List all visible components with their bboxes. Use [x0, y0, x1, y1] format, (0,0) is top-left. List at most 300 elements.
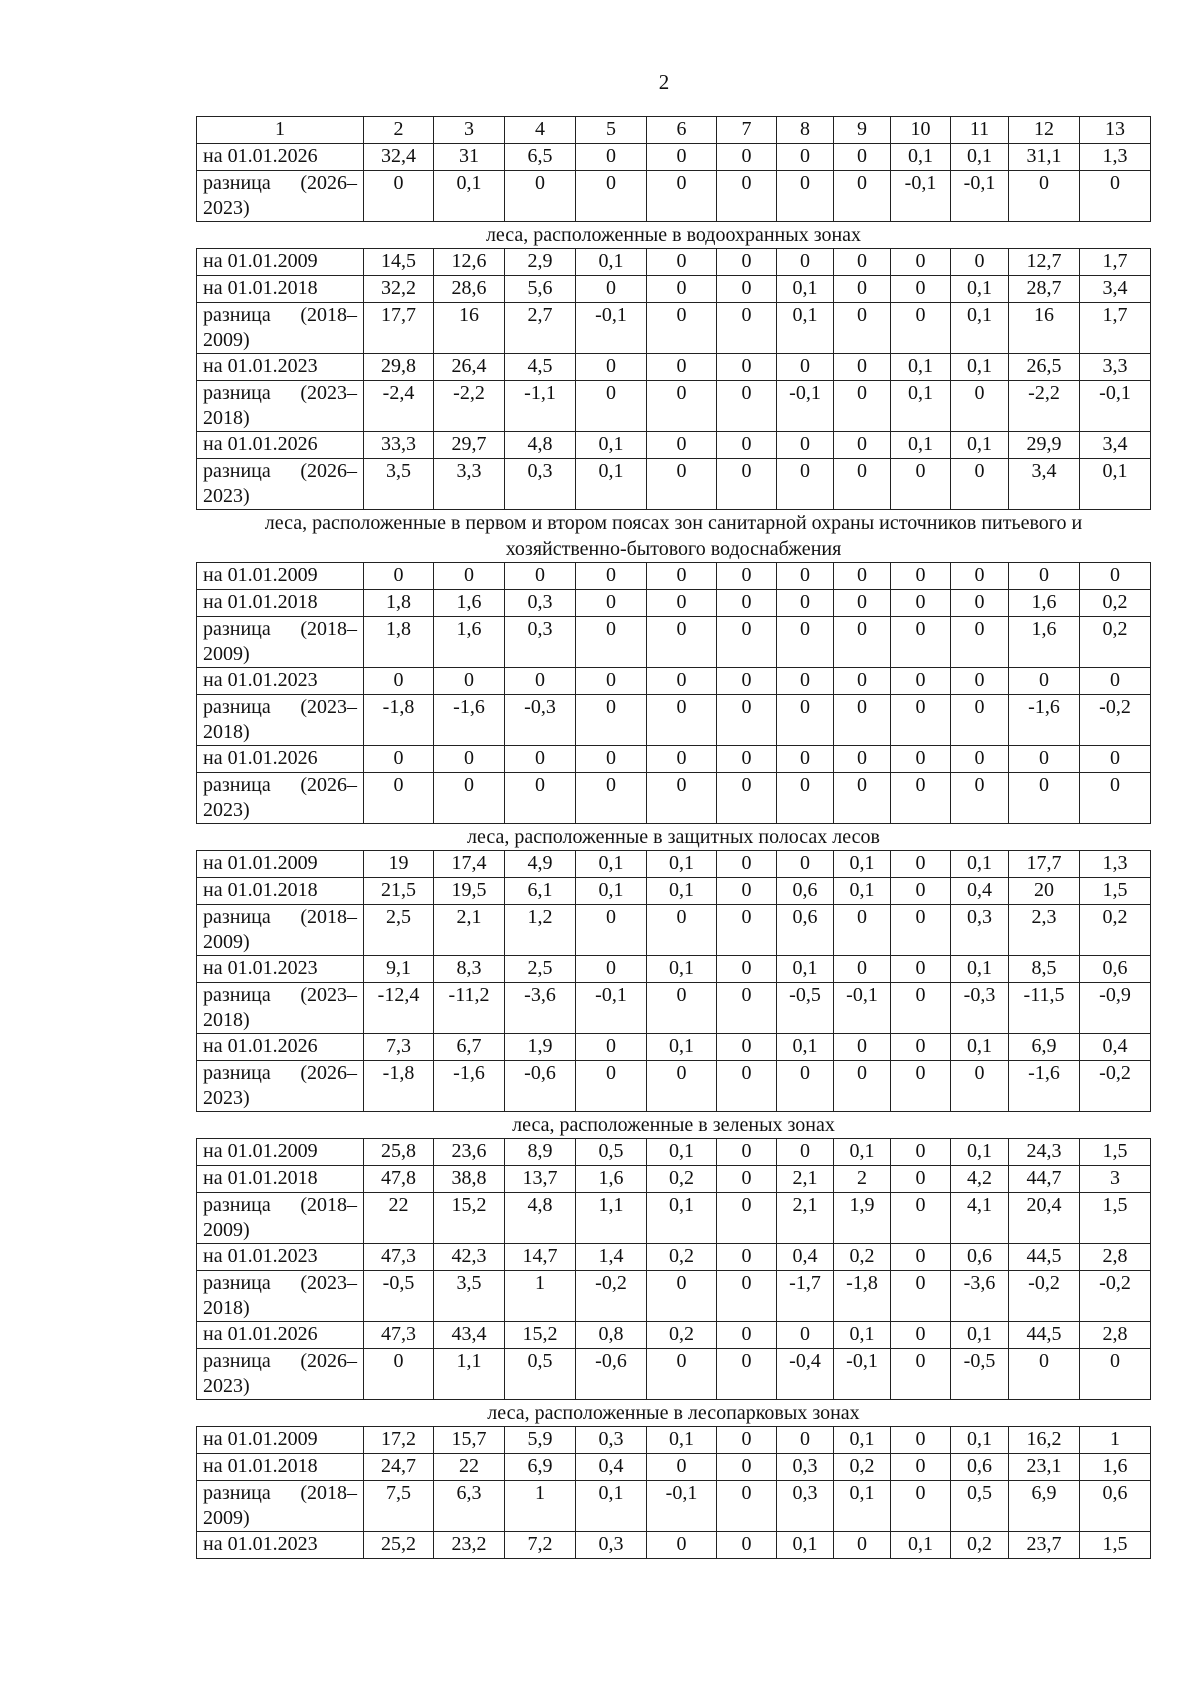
table-row — [197, 878, 1151, 905]
value-cell: 0 — [505, 171, 576, 222]
value-cell: 0,3 — [505, 590, 576, 617]
value-cell: 22 — [434, 1454, 505, 1481]
table-row — [197, 1244, 1151, 1271]
value-cell: -2,2 — [1009, 381, 1080, 432]
value-cell: 44,5 — [1009, 1244, 1080, 1271]
value-cell: 47,3 — [364, 1322, 434, 1349]
value-cell: 0 — [717, 746, 777, 773]
value-cell: 0 — [717, 1139, 777, 1166]
table-row — [197, 354, 1151, 381]
value-cell: 7,3 — [364, 1034, 434, 1061]
value-cell: 8,9 — [505, 1139, 576, 1166]
value-cell: 7,2 — [505, 1532, 576, 1559]
table-row — [197, 1061, 1151, 1112]
value-cell: 0 — [576, 563, 647, 590]
table-row — [197, 1166, 1151, 1193]
value-cell: 0,1 — [647, 1193, 717, 1244]
value-cell: 22 — [364, 1193, 434, 1244]
value-cell: 0,8 — [576, 1322, 647, 1349]
table-row — [197, 1349, 1151, 1400]
value-cell: -0,6 — [505, 1061, 576, 1112]
value-cell: 0 — [434, 773, 505, 824]
row-label: разница (2023–2018) — [197, 381, 364, 432]
table-row — [197, 432, 1151, 459]
value-cell: 0 — [951, 773, 1009, 824]
value-cell: 0 — [1080, 773, 1151, 824]
value-cell: 0 — [576, 668, 647, 695]
value-cell: 0 — [777, 1061, 834, 1112]
value-cell: 0 — [576, 746, 647, 773]
value-cell: -0,2 — [1080, 1061, 1151, 1112]
value-cell: 0 — [717, 563, 777, 590]
value-cell: 0 — [1080, 1349, 1151, 1400]
value-cell: 0,4 — [1080, 1034, 1151, 1061]
value-cell: 0 — [777, 1427, 834, 1454]
value-cell: 0 — [891, 746, 951, 773]
value-cell: 24,3 — [1009, 1139, 1080, 1166]
value-cell: 1 — [1080, 1427, 1151, 1454]
value-cell: 0 — [647, 1532, 717, 1559]
value-cell: 23,7 — [1009, 1532, 1080, 1559]
value-cell: 0,4 — [576, 1454, 647, 1481]
table-row — [197, 144, 1151, 171]
value-cell: 0 — [364, 563, 434, 590]
value-cell: 0 — [834, 1034, 891, 1061]
section-heading: леса, расположенные в защитных полосах лесов — [197, 824, 1151, 851]
row-label: на 01.01.2009 — [197, 1427, 364, 1454]
value-cell: 0 — [891, 1349, 951, 1400]
value-cell: 26,5 — [1009, 354, 1080, 381]
value-cell: 0 — [1009, 563, 1080, 590]
value-cell: 0 — [505, 773, 576, 824]
value-cell: 0 — [364, 668, 434, 695]
value-cell: 47,3 — [364, 1244, 434, 1271]
value-cell: 0 — [717, 905, 777, 956]
value-cell: 20,4 — [1009, 1193, 1080, 1244]
value-cell: 0,1 — [834, 1481, 891, 1532]
value-cell: 0,1 — [777, 1034, 834, 1061]
value-cell: 0 — [647, 459, 717, 510]
value-cell: 0 — [777, 1139, 834, 1166]
value-cell: 0 — [834, 590, 891, 617]
value-cell: 17,2 — [364, 1427, 434, 1454]
value-cell: 32,4 — [364, 144, 434, 171]
value-cell: 0 — [777, 459, 834, 510]
value-cell: 4,8 — [505, 432, 576, 459]
value-cell: 38,8 — [434, 1166, 505, 1193]
value-cell: 0,1 — [891, 1532, 951, 1559]
value-cell: 0 — [1009, 1349, 1080, 1400]
value-cell: 0 — [777, 668, 834, 695]
value-cell: 8,5 — [1009, 956, 1080, 983]
value-cell: 23,1 — [1009, 1454, 1080, 1481]
table-row — [197, 695, 1151, 746]
value-cell: 0,1 — [891, 144, 951, 171]
value-cell: -2,4 — [364, 381, 434, 432]
value-cell: 4,1 — [951, 1193, 1009, 1244]
value-cell: 0 — [717, 1061, 777, 1112]
column-number-cell: 8 — [777, 117, 834, 144]
value-cell: -0,1 — [576, 303, 647, 354]
value-cell: 0 — [891, 1139, 951, 1166]
value-cell: 0 — [434, 746, 505, 773]
value-cell: 0,1 — [1080, 459, 1151, 510]
value-cell: 0,1 — [576, 851, 647, 878]
value-cell: 15,2 — [505, 1322, 576, 1349]
value-cell: 0 — [834, 668, 891, 695]
value-cell: 0,6 — [1080, 956, 1151, 983]
value-cell: 0,1 — [834, 1427, 891, 1454]
value-cell: 0 — [891, 276, 951, 303]
value-cell: 0 — [951, 563, 1009, 590]
value-cell: 0 — [576, 905, 647, 956]
value-cell: 0,1 — [951, 1427, 1009, 1454]
value-cell: 0,1 — [951, 851, 1009, 878]
value-cell: 0,1 — [951, 432, 1009, 459]
value-cell: 0 — [717, 956, 777, 983]
value-cell: 0,6 — [951, 1244, 1009, 1271]
value-cell: -0,1 — [834, 983, 891, 1034]
value-cell: 0 — [717, 1481, 777, 1532]
value-cell: 2 — [834, 1166, 891, 1193]
value-cell: 0 — [834, 171, 891, 222]
value-cell: 0,5 — [576, 1139, 647, 1166]
value-cell: 0 — [717, 354, 777, 381]
value-cell: -0,6 — [576, 1349, 647, 1400]
value-cell: 47,8 — [364, 1166, 434, 1193]
value-cell: 0 — [777, 144, 834, 171]
value-cell: 0 — [647, 1454, 717, 1481]
value-cell: 0 — [717, 144, 777, 171]
value-cell: 0 — [951, 1061, 1009, 1112]
row-label: разница (2018–2009) — [197, 905, 364, 956]
section-heading-row — [197, 510, 1151, 563]
value-cell: 0 — [717, 276, 777, 303]
value-cell: 0 — [505, 563, 576, 590]
value-cell: 0 — [717, 773, 777, 824]
table-row — [197, 459, 1151, 510]
row-label: на 01.01.2023 — [197, 354, 364, 381]
value-cell: 0,1 — [647, 1139, 717, 1166]
value-cell: 0 — [364, 1349, 434, 1400]
value-cell: 0 — [717, 303, 777, 354]
column-number-cell: 12 — [1009, 117, 1080, 144]
value-cell: 0,6 — [777, 905, 834, 956]
value-cell: 0,3 — [777, 1481, 834, 1532]
value-cell: 0 — [834, 144, 891, 171]
value-cell: 19,5 — [434, 878, 505, 905]
table-row — [197, 746, 1151, 773]
value-cell: 12,6 — [434, 249, 505, 276]
value-cell: 0 — [576, 171, 647, 222]
section-heading-row — [197, 1112, 1151, 1139]
row-label: на 01.01.2026 — [197, 144, 364, 171]
row-label: разница (2018–2009) — [197, 1481, 364, 1532]
value-cell: 0 — [834, 773, 891, 824]
value-cell: 0,3 — [576, 1427, 647, 1454]
value-cell: 0 — [777, 590, 834, 617]
value-cell: 2,1 — [777, 1166, 834, 1193]
value-cell: 2,8 — [1080, 1322, 1151, 1349]
value-cell: 0 — [576, 590, 647, 617]
value-cell: 0 — [647, 1061, 717, 1112]
value-cell: 0 — [891, 1034, 951, 1061]
value-cell: 0 — [717, 1034, 777, 1061]
value-cell: 0,2 — [951, 1532, 1009, 1559]
value-cell: 0 — [777, 617, 834, 668]
value-cell: 0 — [834, 695, 891, 746]
value-cell: 1,6 — [1080, 1454, 1151, 1481]
value-cell: 1,5 — [1080, 1532, 1151, 1559]
row-label: разница (2023–2018) — [197, 695, 364, 746]
value-cell: -1,6 — [1009, 1061, 1080, 1112]
value-cell: 0,1 — [951, 1322, 1009, 1349]
value-cell: 0,2 — [647, 1322, 717, 1349]
value-cell: -1,8 — [364, 1061, 434, 1112]
value-cell: 16 — [1009, 303, 1080, 354]
value-cell: 0 — [717, 695, 777, 746]
value-cell: 0 — [647, 695, 717, 746]
value-cell: -0,1 — [891, 171, 951, 222]
value-cell: 0 — [951, 746, 1009, 773]
row-label: разница (2026–2023) — [197, 1349, 364, 1400]
value-cell: 0,5 — [951, 1481, 1009, 1532]
value-cell: 0 — [891, 1481, 951, 1532]
value-cell: 6,3 — [434, 1481, 505, 1532]
row-label: на 01.01.2009 — [197, 851, 364, 878]
table-row — [197, 276, 1151, 303]
value-cell: 0 — [1080, 668, 1151, 695]
table-row — [197, 617, 1151, 668]
value-cell: 0 — [951, 249, 1009, 276]
value-cell: 0 — [834, 905, 891, 956]
value-cell: 0 — [891, 1244, 951, 1271]
row-label: на 01.01.2026 — [197, 746, 364, 773]
value-cell: 3,4 — [1009, 459, 1080, 510]
table-row — [197, 956, 1151, 983]
value-cell: 0 — [434, 668, 505, 695]
value-cell: 0,1 — [647, 851, 717, 878]
value-cell: 20 — [1009, 878, 1080, 905]
row-label: на 01.01.2009 — [197, 1139, 364, 1166]
value-cell: 0 — [951, 617, 1009, 668]
value-cell: 6,5 — [505, 144, 576, 171]
value-cell: 0 — [717, 1193, 777, 1244]
value-cell: 0,1 — [576, 459, 647, 510]
row-label: на 01.01.2018 — [197, 276, 364, 303]
value-cell: 5,6 — [505, 276, 576, 303]
value-cell: 17,4 — [434, 851, 505, 878]
value-cell: 1 — [505, 1271, 576, 1322]
table-row — [197, 1532, 1151, 1559]
value-cell: 0 — [891, 1166, 951, 1193]
value-cell: 0 — [777, 746, 834, 773]
value-cell: 0 — [717, 171, 777, 222]
row-label: разница (2026–2023) — [197, 1061, 364, 1112]
value-cell: 0 — [647, 276, 717, 303]
table-row — [197, 563, 1151, 590]
value-cell: -0,1 — [647, 1481, 717, 1532]
value-cell: 0 — [834, 381, 891, 432]
value-cell: 0 — [891, 459, 951, 510]
table-row — [197, 1139, 1151, 1166]
value-cell: 0,1 — [951, 1034, 1009, 1061]
value-cell: 0 — [364, 171, 434, 222]
row-label: разница (2018–2009) — [197, 1193, 364, 1244]
row-label: разница (2023–2018) — [197, 1271, 364, 1322]
value-cell: 0,3 — [951, 905, 1009, 956]
value-cell: -0,1 — [1080, 381, 1151, 432]
value-cell: 0 — [576, 695, 647, 746]
section-heading: леса, расположенные в зеленых зонах — [197, 1112, 1151, 1139]
value-cell: 0 — [777, 171, 834, 222]
value-cell: -11,5 — [1009, 983, 1080, 1034]
section-heading: леса, расположенные в первом и втором поясах зон санитарной охраны источников питьевого и хозяйственно-бытового водоснабжения — [197, 510, 1151, 563]
value-cell: 0,1 — [891, 432, 951, 459]
value-cell: 32,2 — [364, 276, 434, 303]
value-cell: 0,4 — [951, 878, 1009, 905]
value-cell: 2,7 — [505, 303, 576, 354]
value-cell: 0 — [717, 1349, 777, 1400]
value-cell: 8,3 — [434, 956, 505, 983]
value-cell: 0 — [576, 1034, 647, 1061]
page-number: 2 — [658, 70, 670, 94]
row-label: на 01.01.2026 — [197, 432, 364, 459]
value-cell: 7,5 — [364, 1481, 434, 1532]
value-cell: 1,9 — [834, 1193, 891, 1244]
value-cell: 0,2 — [1080, 590, 1151, 617]
value-cell: 0 — [647, 381, 717, 432]
value-cell: -0,4 — [777, 1349, 834, 1400]
value-cell: 0 — [717, 1532, 777, 1559]
value-cell: 15,7 — [434, 1427, 505, 1454]
value-cell: 4,8 — [505, 1193, 576, 1244]
value-cell: 0 — [834, 276, 891, 303]
table-body — [197, 117, 1151, 1559]
value-cell: 0,1 — [777, 276, 834, 303]
column-number-cell: 6 — [647, 117, 717, 144]
value-cell: 3,5 — [434, 1271, 505, 1322]
value-cell: 0,2 — [1080, 905, 1151, 956]
value-cell: -1,6 — [434, 695, 505, 746]
value-cell: 4,9 — [505, 851, 576, 878]
value-cell: 0 — [777, 695, 834, 746]
value-cell: 0,1 — [891, 381, 951, 432]
value-cell: 3,4 — [1080, 432, 1151, 459]
value-cell: 12,7 — [1009, 249, 1080, 276]
value-cell: 0 — [777, 249, 834, 276]
value-cell: 0 — [364, 773, 434, 824]
value-cell: 21,5 — [364, 878, 434, 905]
value-cell: 0,4 — [777, 1244, 834, 1271]
value-cell: 0,1 — [777, 303, 834, 354]
value-cell: 0 — [834, 432, 891, 459]
value-cell: 2,1 — [434, 905, 505, 956]
value-cell: 0 — [717, 249, 777, 276]
value-cell: 0,1 — [951, 956, 1009, 983]
value-cell: 0 — [891, 1322, 951, 1349]
value-cell: 0 — [576, 1061, 647, 1112]
value-cell: 14,5 — [364, 249, 434, 276]
row-label: разница (2026–2023) — [197, 171, 364, 222]
value-cell: 0 — [777, 354, 834, 381]
value-cell: 0 — [717, 432, 777, 459]
value-cell: -0,5 — [777, 983, 834, 1034]
row-label: на 01.01.2009 — [197, 563, 364, 590]
value-cell: 0 — [891, 1427, 951, 1454]
value-cell: 0 — [717, 878, 777, 905]
value-cell: -0,2 — [1080, 1271, 1151, 1322]
value-cell: -3,6 — [951, 1271, 1009, 1322]
value-cell: 0,1 — [951, 1139, 1009, 1166]
value-cell: 2,1 — [777, 1193, 834, 1244]
value-cell: 0,3 — [505, 617, 576, 668]
value-cell: 0,1 — [834, 878, 891, 905]
value-cell: 0 — [834, 354, 891, 381]
value-cell: 0 — [647, 563, 717, 590]
value-cell: 0 — [777, 432, 834, 459]
value-cell: 0,1 — [834, 851, 891, 878]
value-cell: 24,7 — [364, 1454, 434, 1481]
value-cell: 19 — [364, 851, 434, 878]
value-cell: 6,9 — [1009, 1481, 1080, 1532]
value-cell: 0 — [434, 563, 505, 590]
value-cell: 28,6 — [434, 276, 505, 303]
value-cell: 0 — [951, 459, 1009, 510]
section-heading-row — [197, 824, 1151, 851]
value-cell: 0 — [576, 617, 647, 668]
value-cell: -0,9 — [1080, 983, 1151, 1034]
value-cell: 0 — [647, 1349, 717, 1400]
row-label: на 01.01.2018 — [197, 1166, 364, 1193]
value-cell: 0 — [717, 590, 777, 617]
value-cell: 0,1 — [576, 1481, 647, 1532]
value-cell: -0,3 — [951, 983, 1009, 1034]
table-row — [197, 303, 1151, 354]
value-cell: 4,5 — [505, 354, 576, 381]
value-cell: 0,1 — [777, 956, 834, 983]
row-label: на 01.01.2023 — [197, 668, 364, 695]
value-cell: 0 — [1009, 746, 1080, 773]
value-cell: 16 — [434, 303, 505, 354]
value-cell: 0 — [891, 956, 951, 983]
value-cell: 1,9 — [505, 1034, 576, 1061]
value-cell: 26,4 — [434, 354, 505, 381]
value-cell: 16,2 — [1009, 1427, 1080, 1454]
value-cell: 0 — [834, 303, 891, 354]
value-cell: 1 — [505, 1481, 576, 1532]
row-label: на 01.01.2018 — [197, 878, 364, 905]
value-cell: 0,2 — [834, 1244, 891, 1271]
value-cell: 44,5 — [1009, 1322, 1080, 1349]
value-cell: 0 — [717, 1322, 777, 1349]
value-cell: 0 — [891, 563, 951, 590]
section-heading-row — [197, 1400, 1151, 1427]
table-row — [197, 1481, 1151, 1532]
value-cell: 0 — [647, 746, 717, 773]
value-cell: 0 — [505, 746, 576, 773]
value-cell: 1,3 — [1080, 851, 1151, 878]
value-cell: -0,1 — [834, 1349, 891, 1400]
value-cell: 0,3 — [576, 1532, 647, 1559]
value-cell: -0,1 — [576, 983, 647, 1034]
value-cell: 9,1 — [364, 956, 434, 983]
value-cell: 0 — [777, 563, 834, 590]
row-label: на 01.01.2018 — [197, 1454, 364, 1481]
value-cell: 23,2 — [434, 1532, 505, 1559]
value-cell: 0 — [891, 1061, 951, 1112]
value-cell: 0 — [1009, 773, 1080, 824]
